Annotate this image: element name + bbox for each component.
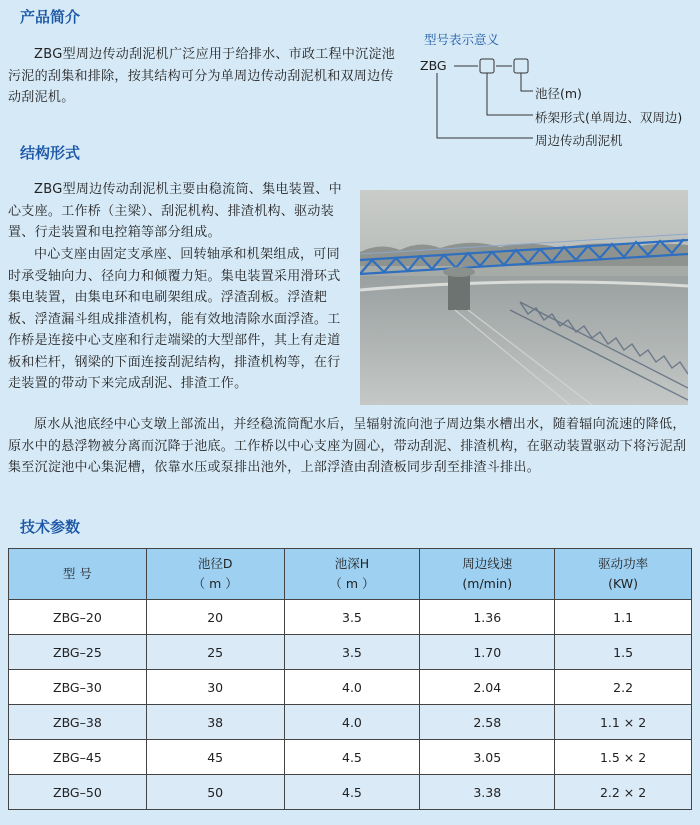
cell-model: ZBG–20 bbox=[9, 600, 147, 635]
header-power: 驱动功率 (KW) bbox=[555, 549, 692, 600]
header-diameter: 池径D （ m ） bbox=[146, 549, 284, 600]
cell-model: ZBG–25 bbox=[9, 635, 147, 670]
table-row bbox=[9, 600, 692, 635]
cell-diameter: 38 bbox=[146, 705, 284, 740]
model-code: ZBG bbox=[420, 58, 447, 73]
cell-model: ZBG–38 bbox=[9, 705, 147, 740]
cell-power: 2.2 bbox=[555, 670, 692, 705]
cell-diameter: 50 bbox=[146, 775, 284, 810]
table-row bbox=[9, 635, 692, 670]
cell-model: ZBG–30 bbox=[9, 670, 147, 705]
cell-model: ZBG–50 bbox=[9, 775, 147, 810]
cell-speed: 1.36 bbox=[420, 600, 555, 635]
cell-depth: 4.5 bbox=[284, 740, 420, 775]
cell-speed: 2.04 bbox=[420, 670, 555, 705]
structure-heading: 结构形式 bbox=[20, 144, 81, 162]
cell-depth: 3.5 bbox=[284, 635, 420, 670]
table-row bbox=[9, 775, 692, 810]
cell-model: ZBG–45 bbox=[9, 740, 147, 775]
cell-depth: 3.5 bbox=[284, 600, 420, 635]
structure-paragraph-2: 中心支座由固定支承座、回转轴承和机架组成，可同时承受轴向力、径向力和倾覆力矩。集电装置采用滑环式集电装置，由集电环和电刷架组成。浮渣刮板。浮渣耙板、浮渣漏斗组成排渣机构，能有效地清除水面浮渣。工作桥是连接中心支座和行走端梁的大型部件，其上有走道板和栏杆，钢梁的下面连接刮泥结构，排渣机构等，在行走装置的带动下来完成刮泥、排渣工作。 bbox=[8, 247, 341, 391]
cell-depth: 4.0 bbox=[284, 705, 420, 740]
cell-power: 2.2 × 2 bbox=[555, 775, 692, 810]
cell-power: 1.5 × 2 bbox=[555, 740, 692, 775]
table-row bbox=[9, 670, 692, 705]
intro-heading: 产品简介 bbox=[20, 8, 81, 26]
header-model: 型 号 bbox=[9, 549, 147, 600]
model-title: 型号表示意义 bbox=[424, 32, 500, 47]
scraper-photo bbox=[360, 190, 688, 405]
model-diagram bbox=[420, 26, 700, 156]
intro-paragraph: ZBG型周边传动刮泥机广泛应用于给排水、市政工程中沉淀池污泥的刮集和排除，按其结构可分为单周边传动刮泥机和双周边传动刮泥机。 bbox=[8, 47, 396, 105]
cell-diameter: 45 bbox=[146, 740, 284, 775]
cell-power: 1.1 bbox=[555, 600, 692, 635]
cell-depth: 4.0 bbox=[284, 670, 420, 705]
specs-header-row bbox=[9, 549, 692, 600]
cell-power: 1.1 × 2 bbox=[555, 705, 692, 740]
model-label-bridge: 桥架形式(单周边、双周边) bbox=[535, 110, 683, 125]
cell-diameter: 30 bbox=[146, 670, 284, 705]
cell-depth: 4.5 bbox=[284, 775, 420, 810]
cell-speed: 1.70 bbox=[420, 635, 555, 670]
header-depth: 池深H （ m ） bbox=[284, 549, 420, 600]
cell-speed: 3.05 bbox=[420, 740, 555, 775]
cell-speed: 2.58 bbox=[420, 705, 555, 740]
specs-heading: 技术参数 bbox=[20, 518, 81, 536]
cell-diameter: 20 bbox=[146, 600, 284, 635]
cell-diameter: 25 bbox=[146, 635, 284, 670]
table-row bbox=[9, 705, 692, 740]
model-label-type: 周边传动刮泥机 bbox=[535, 133, 623, 148]
structure-paragraph-1: ZBG型周边传动刮泥机主要由稳流筒、集电装置、中心支座。工作桥（主梁）、刮泥机构、排渣机构、驱动装置、行走装置和电控箱等部分组成。 bbox=[8, 182, 342, 240]
model-label-diameter: 池径(m) bbox=[535, 86, 582, 101]
specs-table bbox=[8, 548, 692, 810]
cell-power: 1.5 bbox=[555, 635, 692, 670]
cell-speed: 3.38 bbox=[420, 775, 555, 810]
table-row bbox=[9, 740, 692, 775]
header-speed: 周边线速 (m/min) bbox=[420, 549, 555, 600]
structure-paragraph-3: 原水从池底经中心支墩上部流出，并经稳流筒配水后，呈辐射流向池子周边集水槽出水，随着辐向流速的降低，原水中的悬浮物被分离而沉降于池底。工作桥以中心支座为圆心，带动刮泥、排渣机构，在驱动装置驱动下将污泥刮集至沉淀池中心集泥槽，依靠水压或泵排出池外，上部浮渣由刮渣板同步刮至排渣斗排出。 bbox=[8, 417, 687, 475]
